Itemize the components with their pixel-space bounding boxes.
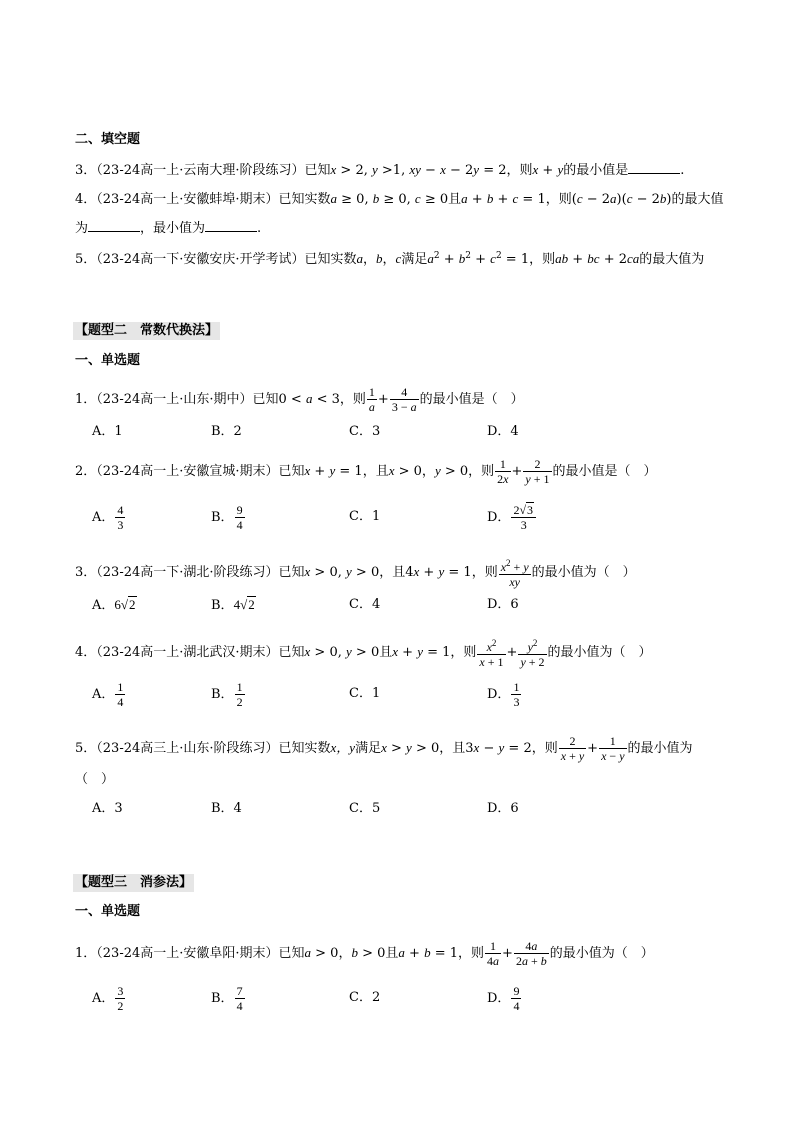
answer-blank-max[interactable] (88, 219, 140, 232)
question-t2-3: 3．（23-24高一下·湖北·阶段练习）已知x > 0, y > 0，且4x + y = 1，则 $\frac{x^2 + y}{xy}$ 的最小值为（ ） (75, 558, 636, 589)
question-t3-1: 1．（23-24高一上·安徽阜阳·期末）已知a > 0，b > 0且a + b = 1，则 $\frac{1}{4a}$ + $\frac{4a}{2a + b}$ 的最小值为（ ） (75, 939, 654, 968)
option-d[interactable]: D．6 (487, 801, 519, 816)
option-b[interactable]: B． $\frac{9}{4}$ (211, 503, 243, 532)
option-d[interactable]: D． $\frac{9}{4}$ (487, 984, 520, 1013)
option-c[interactable]: C．4 (349, 597, 381, 612)
option-c[interactable]: C．3 (349, 424, 381, 439)
option-d[interactable]: D．6 (487, 597, 519, 612)
option-b[interactable]: B．2 (211, 424, 242, 439)
option-d[interactable]: D．4 (487, 424, 519, 439)
question-t2-4: 4．（23-24高一上·湖北武汉·期末）已知x > 0, y > 0且x + y = 1，则 $\frac{x^2}{x + 1}$ + $\frac{y^2}{y + 2}$ 的最小值为（ ） (75, 638, 652, 669)
option-a[interactable]: A．3 (92, 801, 123, 816)
question-t2-5: 5．（23-24高三上·山东·阶段练习）已知实数x，y满足x > y > 0，且3x − y = 2，则 $\frac{2}{x + y}$ + $\frac{1}{x - y}$ 的最小值为 (75, 734, 693, 763)
type3-header: 【题型三 消参法】 (75, 875, 193, 890)
option-b[interactable]: B．4√2 (211, 597, 255, 613)
option-a[interactable]: A．1 (92, 424, 123, 439)
option-c[interactable]: C．1 (349, 686, 381, 701)
type2-header: 【题型二 常数代换法】 (75, 323, 219, 338)
answer-blank[interactable] (628, 161, 680, 174)
option-a[interactable]: A． $\frac{4}{3}$ (92, 503, 124, 532)
option-b[interactable]: B． $\frac{7}{4}$ (211, 984, 243, 1013)
q-text: 3．（23-24高一上·云南大理·阶段练习）已知 (75, 163, 331, 178)
type2-subheading: 一、单选题 (75, 353, 141, 368)
option-a[interactable]: A． $\frac{1}{4}$ (92, 680, 124, 709)
question-fill-5: 5．（23-24高一下·安徽安庆·开学考试）已知实数a，b，c满足$a^2 + b^2 + c^2 = 1$，则ab + bc + 2ca的最大值为 (75, 251, 705, 267)
option-b[interactable]: B． $\frac{1}{2}$ (211, 680, 243, 709)
question-t2-2: 2．（23-24高一上·安徽宣城·期末）已知x + y = 1，且x > 0，y > 0，则 $\frac{1}{2x}$ + $\frac{2}{y + 1}$ 的最小值是（ ） (75, 457, 657, 486)
question-fill-4: 4．（23-24高一上·安徽蚌埠·期末）已知实数a ≥ 0, b ≥ 0, c ≥ 0且a + b + c = 1，则(c − 2a)(c − 2b)的最大值 (75, 191, 724, 207)
question-fill-4-line2: 为 ，最小值为 . (75, 221, 262, 236)
option-c[interactable]: C．1 (349, 509, 381, 524)
option-b[interactable]: B．4 (211, 801, 242, 816)
option-c[interactable]: C．2 (349, 990, 381, 1005)
type3-subheading: 一、单选题 (75, 904, 141, 919)
option-d[interactable]: D． $\frac{2√3}{3}$ (487, 503, 537, 532)
question-t2-5-line2: （ ） (75, 772, 115, 787)
option-a[interactable]: A． $\frac{3}{2}$ (92, 984, 124, 1013)
question-fill-3: 3．（23-24高一上·云南大理·阶段练习）已知x > 2, y >1, xy − x − 2y = 2，则x + y的最小值是 . (75, 162, 685, 178)
section-fill-blank-heading: 二、填空题 (75, 132, 141, 147)
option-d[interactable]: D． $\frac{1}{3}$ (487, 680, 520, 709)
option-c[interactable]: C．5 (349, 801, 381, 816)
option-a[interactable]: A．6√2 (92, 597, 136, 613)
question-t2-1: 1．（23-24高一上·山东·期中）已知0 < a < 3，则 $\frac{1}{a}$ + $\frac{4}{3 - a}$ 的最小值是（ ） (75, 385, 524, 414)
answer-blank-min[interactable] (205, 219, 257, 232)
